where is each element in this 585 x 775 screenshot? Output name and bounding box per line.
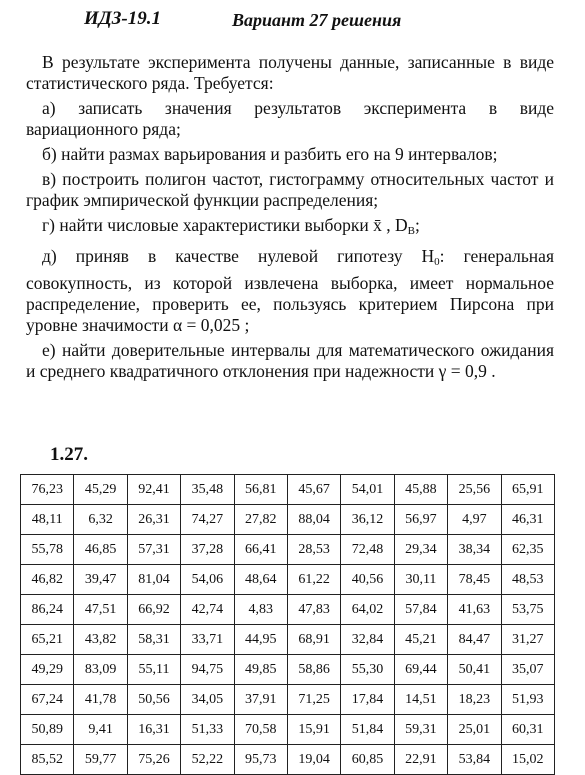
table-cell: 51,84 (341, 715, 394, 745)
table-row (21, 595, 555, 625)
table-cell: 54,06 (181, 565, 234, 595)
table-cell: 35,48 (181, 475, 234, 505)
table-cell: 50,56 (127, 685, 180, 715)
table-cell: 33,71 (181, 625, 234, 655)
table-cell: 27,82 (234, 505, 287, 535)
table-cell: 41,63 (448, 595, 501, 625)
data-table (20, 474, 555, 775)
table-cell: 15,91 (287, 715, 340, 745)
table-cell: 81,04 (127, 565, 180, 595)
table-cell: 48,11 (21, 505, 74, 535)
task-d (26, 246, 554, 336)
table-cell: 6,32 (74, 505, 127, 535)
table-cell: 46,82 (21, 565, 74, 595)
table-cell: 72,48 (341, 535, 394, 565)
table-cell: 35,07 (501, 655, 554, 685)
task-g-tail: ; (415, 215, 420, 235)
table-cell: 55,11 (127, 655, 180, 685)
table-row (21, 745, 555, 775)
table-cell: 19,04 (287, 745, 340, 775)
table-cell: 44,95 (234, 625, 287, 655)
table-cell: 71,25 (287, 685, 340, 715)
table-cell: 29,34 (394, 535, 447, 565)
table-cell: 66,41 (234, 535, 287, 565)
task-g (26, 215, 554, 242)
table-cell: 94,75 (181, 655, 234, 685)
task-v: в) построить полигон частот, гистограмму относительных частот и график эмпирической функции распределения; (26, 169, 554, 210)
table-cell: 60,31 (501, 715, 554, 745)
problem-number: 1.27. (50, 444, 88, 465)
table-cell: 69,44 (394, 655, 447, 685)
table-row (21, 475, 555, 505)
task-g-subscript: В (407, 225, 415, 237)
table-cell: 39,47 (74, 565, 127, 595)
table-cell: 16,31 (127, 715, 180, 745)
table-cell: 26,31 (127, 505, 180, 535)
table-row (21, 715, 555, 745)
table-cell: 45,88 (394, 475, 447, 505)
table-row (21, 655, 555, 685)
table-cell: 52,22 (181, 745, 234, 775)
table-cell: 57,84 (394, 595, 447, 625)
table-cell: 25,01 (448, 715, 501, 745)
table-cell: 65,21 (21, 625, 74, 655)
table-cell: 74,27 (181, 505, 234, 535)
task-d-subscript: 0 (434, 256, 440, 268)
table-cell: 68,91 (287, 625, 340, 655)
table-cell: 64,02 (341, 595, 394, 625)
table-cell: 88,04 (287, 505, 340, 535)
table-cell: 85,52 (21, 745, 74, 775)
table-cell: 65,91 (501, 475, 554, 505)
table-cell: 48,64 (234, 565, 287, 595)
table-cell: 50,89 (21, 715, 74, 745)
table-cell: 48,53 (501, 565, 554, 595)
table-row (21, 535, 555, 565)
table-cell: 61,22 (287, 565, 340, 595)
table-cell: 30,11 (394, 565, 447, 595)
table-cell: 53,84 (448, 745, 501, 775)
table-cell: 95,73 (234, 745, 287, 775)
table-cell: 41,78 (74, 685, 127, 715)
table-row (21, 625, 555, 655)
table-cell: 58,86 (287, 655, 340, 685)
table-cell: 43,82 (74, 625, 127, 655)
table-cell: 34,05 (181, 685, 234, 715)
table-cell: 37,28 (181, 535, 234, 565)
table-row (21, 685, 555, 715)
table-row (21, 505, 555, 535)
table-cell: 66,92 (127, 595, 180, 625)
assignment-id: ИДЗ-19.1 (84, 8, 162, 29)
table-cell: 83,09 (74, 655, 127, 685)
table-cell: 70,58 (234, 715, 287, 745)
table-cell: 86,24 (21, 595, 74, 625)
table-cell: 49,85 (234, 655, 287, 685)
table-cell: 58,31 (127, 625, 180, 655)
table-cell: 76,23 (21, 475, 74, 505)
table-cell: 59,31 (394, 715, 447, 745)
table-cell: 49,29 (21, 655, 74, 685)
table-cell: 45,67 (287, 475, 340, 505)
table-cell: 42,74 (181, 595, 234, 625)
task-d-text: д) приняв в качестве нулевой гипотезу H (42, 246, 435, 266)
table-cell: 67,24 (21, 685, 74, 715)
table-cell: 60,85 (341, 745, 394, 775)
variant-title: Вариант 27 решения (232, 10, 402, 30)
table-cell: 51,33 (181, 715, 234, 745)
intro-paragraph: В результате эксперимента получены данные, записанные в виде статистического ряда. Требуется: (26, 52, 554, 93)
table-cell: 57,31 (127, 535, 180, 565)
table-cell: 14,51 (394, 685, 447, 715)
table-cell: 56,97 (394, 505, 447, 535)
table-cell: 46,31 (501, 505, 554, 535)
table-cell: 45,21 (394, 625, 447, 655)
table-cell: 47,51 (74, 595, 127, 625)
table-cell: 36,12 (341, 505, 394, 535)
task-g-text: г) найти числовые характеристики выборки x̄ , D (42, 215, 408, 235)
table-cell: 59,77 (74, 745, 127, 775)
table-cell: 32,84 (341, 625, 394, 655)
table-cell: 78,45 (448, 565, 501, 595)
table-cell: 62,35 (501, 535, 554, 565)
table-cell: 56,81 (234, 475, 287, 505)
page-header (0, 6, 585, 36)
task-d-tail: : генеральная совокупность, из которой извлечена выборка, имеет нормальное распределение, проверить ее, пользуясь критерием Пирсона при уровне значимости α = 0,025 ; (26, 246, 554, 335)
table-cell: 4,97 (448, 505, 501, 535)
table-cell: 51,93 (501, 685, 554, 715)
table-row (21, 565, 555, 595)
task-b: б) найти размах варьирования и разбить его на 9 интервалов; (42, 144, 498, 164)
table-cell: 92,41 (127, 475, 180, 505)
table-cell: 75,26 (127, 745, 180, 775)
table-cell: 15,02 (501, 745, 554, 775)
table-cell: 55,30 (341, 655, 394, 685)
table-cell: 17,84 (341, 685, 394, 715)
table-cell: 37,91 (234, 685, 287, 715)
table-cell: 46,85 (74, 535, 127, 565)
table-cell: 84,47 (448, 625, 501, 655)
table-cell: 22,91 (394, 745, 447, 775)
table-cell: 38,34 (448, 535, 501, 565)
table-cell: 50,41 (448, 655, 501, 685)
table-cell: 31,27 (501, 625, 554, 655)
table-cell: 45,29 (74, 475, 127, 505)
table-cell: 54,01 (341, 475, 394, 505)
table-cell: 9,41 (74, 715, 127, 745)
task-e: е) найти доверительные интервалы для математического ожидания и среднего квадратичного отклонения при надежности γ = 0,9 . (26, 340, 554, 381)
table-cell: 18,23 (448, 685, 501, 715)
task-a: а) записать значения результатов эксперимента в виде вариационного ряда; (26, 98, 554, 139)
task-text (26, 52, 554, 386)
table-cell: 53,75 (501, 595, 554, 625)
table-cell: 40,56 (341, 565, 394, 595)
table-cell: 25,56 (448, 475, 501, 505)
table-cell: 47,83 (287, 595, 340, 625)
table-cell: 4,83 (234, 595, 287, 625)
table-cell: 55,78 (21, 535, 74, 565)
table-cell: 28,53 (287, 535, 340, 565)
